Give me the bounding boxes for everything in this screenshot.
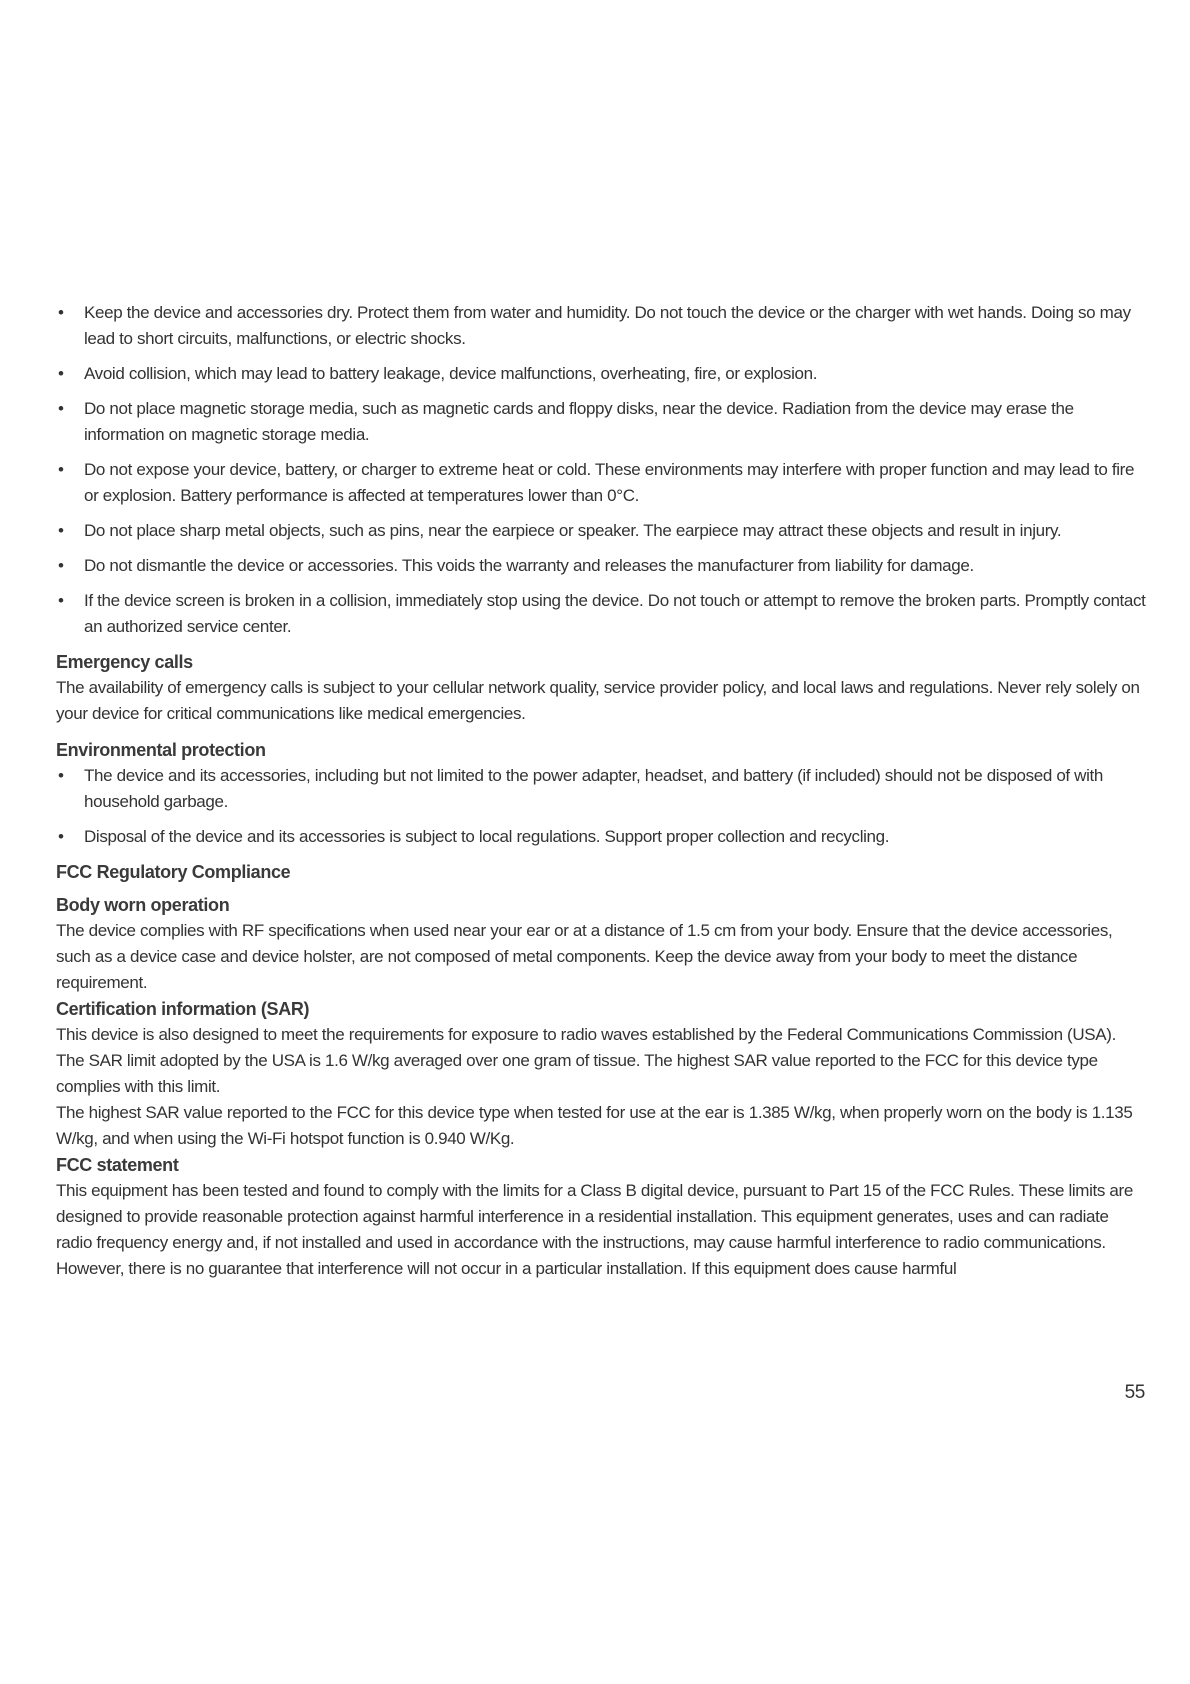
fcc-statement-text: This equipment has been tested and found to comply with the limits for a Class B digital device, pursuant to Part 15 of the FCC Rules. These limits are designed to provide reasonable protection against harmful interference in a residential installation. This equipment generates, uses and can radiate radio frequency energy and, if not installed and used in accordance with the instructions, may cause harmful interference to radio communications. However, there is no guarantee that interference will not occur in a particular installation. If this equipment does cause harmful — [56, 1181, 1133, 1278]
list-item — [56, 824, 1148, 850]
list-item-text: Do not place sharp metal objects, such as pins, near the earpiece or speaker. The earpiece may attract these objects and result in injury. — [84, 521, 1062, 540]
page-number: 55 — [1124, 1382, 1145, 1403]
list-item-text: The device and its accessories, including but not limited to the power adapter, headset, and battery (if included) should not be disposed of with household garbage. — [84, 766, 1104, 811]
bullet-icon: • — [58, 827, 64, 846]
bullet-icon: • — [58, 556, 64, 575]
bullet-icon: • — [58, 364, 64, 383]
list-item — [56, 300, 1148, 352]
environmental-protection-heading: Environmental protection — [56, 740, 266, 760]
sar-values-text: The highest SAR value reported to the FCC for this device type when tested for use at the ear is 1.385 W/kg, when properly worn on the body is 1.135 W/kg, and when using the Wi-Fi hotspot function is 0.940 W/Kg. — [56, 1103, 1133, 1148]
list-item — [56, 457, 1148, 509]
safety-bullet-list — [56, 300, 1148, 640]
list-item — [56, 518, 1148, 544]
list-item — [56, 763, 1148, 815]
list-item-text: If the device screen is broken in a collision, immediately stop using the device. Do not touch or attempt to remove the broken parts. Promptly contact an authorized service center. — [84, 591, 1146, 636]
bullet-icon: • — [58, 521, 64, 540]
list-item-text: Disposal of the device and its accessories is subject to local regulations. Support proper collection and recycling. — [84, 827, 890, 846]
list-item-text: Do not dismantle the device or accessories. This voids the warranty and releases the manufacturer from liability for damage. — [84, 556, 974, 575]
list-item — [56, 396, 1148, 448]
list-item-text: Do not place magnetic storage media, such as magnetic cards and floppy disks, near the device. Radiation from the device may erase the information on magnetic storage media. — [84, 399, 1074, 444]
list-item-text: Keep the device and accessories dry. Protect them from water and humidity. Do not touch the device or the charger with wet hands. Doing so may lead to short circuits, malfunctions, or electric shocks. — [84, 303, 1131, 348]
environmental-bullet-list — [56, 763, 1148, 850]
sar-text: This device is also designed to meet the requirements for exposure to radio waves established by the Federal Communications Commission (USA). The SAR limit adopted by the USA is 1.6 W/kg averaged over one gram of tissue. The highest SAR value reported to the FCC for this device type complies with this limit. — [56, 1025, 1116, 1096]
list-item — [56, 588, 1148, 640]
bullet-icon: • — [58, 460, 64, 479]
fcc-statement-heading: FCC statement — [56, 1155, 179, 1175]
body-worn-heading: Body worn operation — [56, 895, 230, 915]
bullet-icon: • — [58, 399, 64, 418]
emergency-calls-heading: Emergency calls — [56, 652, 193, 672]
list-item — [56, 361, 1148, 387]
bullet-icon: • — [58, 303, 64, 322]
list-item-text: Avoid collision, which may lead to battery leakage, device malfunctions, overheating, fire, or explosion. — [84, 364, 818, 383]
bullet-icon: • — [58, 591, 64, 610]
list-item — [56, 553, 1148, 579]
fcc-compliance-heading: FCC Regulatory Compliance — [56, 862, 291, 882]
sar-heading: Certification information (SAR) — [56, 999, 310, 1019]
list-item-text: Do not expose your device, battery, or charger to extreme heat or cold. These environments may interfere with proper function and may lead to fire or explosion. Battery performance is affected at temperatures lower than 0°C. — [84, 460, 1135, 505]
emergency-calls-text: The availability of emergency calls is subject to your cellular network quality, service provider policy, and local laws and regulations. Never rely solely on your device for critical communications like medical emergencies. — [56, 678, 1140, 723]
page-content — [56, 300, 1148, 1282]
bullet-icon: • — [58, 766, 64, 785]
body-worn-text: The device complies with RF specifications when used near your ear or at a distance of 1.5 cm from your body. Ensure that the device accessories, such as a device case and device holster, are not composed of metal components. Keep the device away from your body to meet the distance requirement. — [56, 921, 1113, 992]
